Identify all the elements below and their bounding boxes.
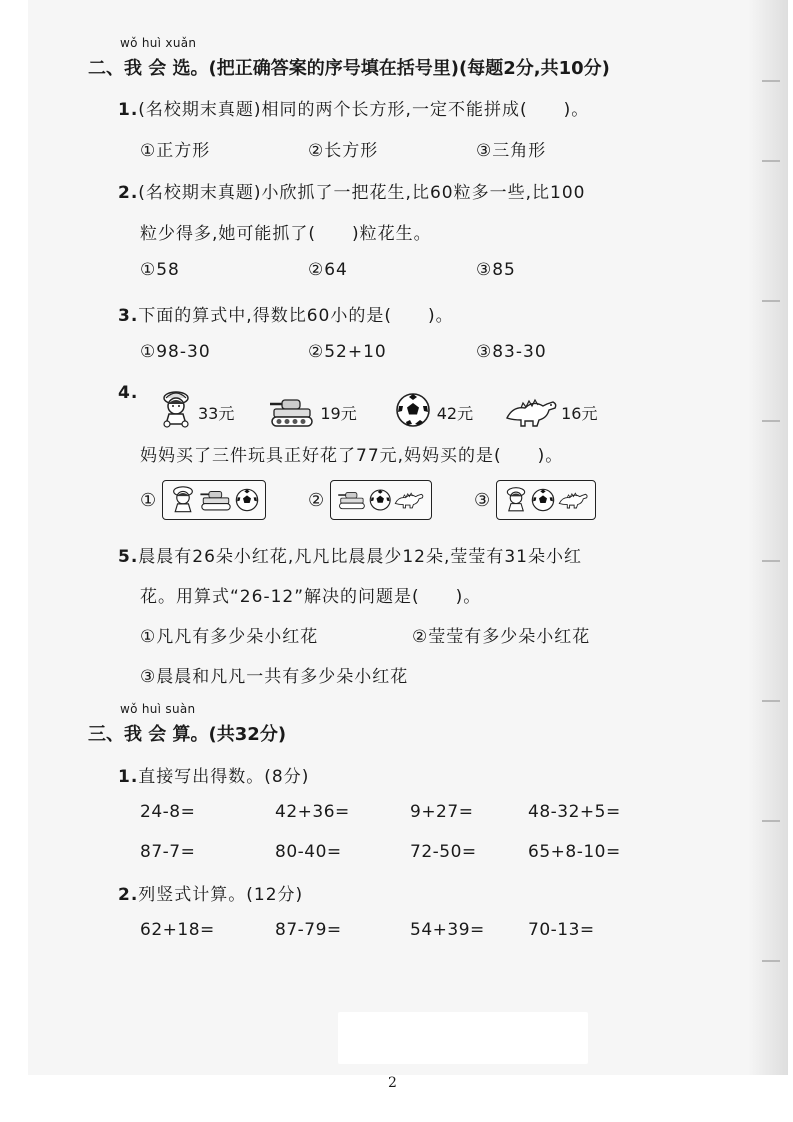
calc-item: 65+8-10= <box>528 842 621 862</box>
q4-option-mark-1: ① <box>140 490 157 511</box>
q3-option-2: ②52+10 <box>308 342 387 362</box>
q2-option-2: ②64 <box>308 260 348 280</box>
calc-item: 9+27= <box>410 802 474 822</box>
calc-item: 54+39= <box>410 920 485 940</box>
question-5-text-line2: 花。用算式“26-12”解决的问题是( )。 <box>140 587 482 607</box>
ball-price: 42元 <box>436 404 474 423</box>
calc-item: 72-50= <box>410 842 477 862</box>
question-5 <box>118 542 582 567</box>
dinosaur-icon <box>503 396 559 428</box>
question-1-number: 1. <box>118 100 139 120</box>
section2-title <box>88 54 610 80</box>
question-5-number: 5. <box>118 547 139 567</box>
calc-question-2-label: 列竖式计算。(12分) <box>138 885 304 905</box>
calc-question-1-label: 直接写出得数。(8分) <box>138 767 310 787</box>
question-2-text-line1: (名校期末真题)小欣抓了一把花生,比60粒多一些,比100 <box>138 183 586 203</box>
doll-icon <box>158 390 194 428</box>
q1-option-3: ③三角形 <box>476 141 547 161</box>
q5-option-3: ③晨晨和凡凡一共有多少朵小红花 <box>140 667 409 687</box>
doll-price: 33元 <box>198 404 235 423</box>
calc-item: 87-7= <box>140 842 196 862</box>
soccer-ball-icon <box>369 488 391 512</box>
question-5-text-line1: 晨晨有26朵小红花,凡凡比晨晨少12朵,莹莹有31朵小红 <box>138 547 582 567</box>
calc-question-2-number: 2. <box>118 885 139 905</box>
q3-option-3: ③83-30 <box>476 342 547 362</box>
question-4-number: 4. <box>118 383 139 403</box>
question-2-number: 2. <box>118 183 139 203</box>
q5-option-1: ①凡凡有多少朵小红花 <box>140 627 319 647</box>
page-number: 2 <box>388 1075 397 1091</box>
scanned-page <box>28 0 788 1075</box>
soccer-ball-icon <box>531 488 555 512</box>
doll-icon <box>503 484 529 516</box>
q3-option-1: ①98-30 <box>140 342 211 362</box>
q5-option-2: ②莹莹有多少朵小红花 <box>412 627 591 647</box>
question-1-text: (名校期末真题)相同的两个长方形,一定不能拼成( )。 <box>138 100 590 120</box>
footer-whiteout <box>338 1012 588 1064</box>
dinosaur-icon <box>393 489 425 511</box>
q2-option-1: ①58 <box>140 260 180 280</box>
question-3-number: 3. <box>118 306 139 326</box>
calc-item: 42+36= <box>275 802 350 822</box>
question-4-text: 妈妈买了三件玩具正好花了77元,妈妈买的是( )。 <box>140 446 564 466</box>
q1-option-1: ①正方形 <box>140 141 211 161</box>
section3-pinyin: wǒ huì suàn <box>120 702 196 716</box>
dinosaur-icon <box>557 489 589 511</box>
tank-price: 19元 <box>320 404 357 423</box>
question-2 <box>118 178 585 203</box>
soccer-ball-icon <box>235 488 259 512</box>
section2-note: 。(把正确答案的序号填在括号里)(每题2分,共10分) <box>190 58 610 79</box>
calc-item: 70-13= <box>528 920 595 940</box>
question-3-text: 下面的算式中,得数比60小的是( )。 <box>138 306 454 326</box>
q4-option-mark-2: ② <box>308 490 325 511</box>
question-2-text-line2: 粒少得多,她可能抓了( )粒花生。 <box>140 224 432 244</box>
scan-edge-shadow <box>748 0 788 1075</box>
section2-pinyin: wǒ huì xuǎn <box>120 36 197 50</box>
calc-item: 87-79= <box>275 920 342 940</box>
calc-item: 62+18= <box>140 920 215 940</box>
section3-note: 。(共32分) <box>190 724 287 745</box>
question-1 <box>118 95 589 120</box>
calc-item: 80-40= <box>275 842 342 862</box>
tank-icon <box>268 396 316 428</box>
tank-icon <box>337 488 367 512</box>
calc-item: 24-8= <box>140 802 196 822</box>
calc-question-2 <box>118 880 303 905</box>
q4-option-3-box <box>496 480 596 520</box>
section3-title-text: 三、我 会 算 <box>88 724 191 745</box>
tank-icon <box>199 488 233 512</box>
section2-title-text: 二、我 会 选 <box>88 58 191 79</box>
q4-option-1-box <box>162 480 266 520</box>
q4-option-2-box <box>330 480 432 520</box>
dinosaur-price: 16元 <box>561 404 598 423</box>
section3-title <box>88 720 286 746</box>
question-3 <box>118 301 454 326</box>
doll-icon <box>169 484 197 516</box>
q4-option-mark-3: ③ <box>474 490 491 511</box>
q2-option-3: ③85 <box>476 260 516 280</box>
toy-price-row <box>158 390 598 428</box>
calc-item: 48-32+5= <box>528 802 621 822</box>
q1-option-2: ②长方形 <box>308 141 379 161</box>
calc-question-1 <box>118 762 309 787</box>
calc-question-1-number: 1. <box>118 767 139 787</box>
soccer-ball-icon <box>395 392 431 428</box>
